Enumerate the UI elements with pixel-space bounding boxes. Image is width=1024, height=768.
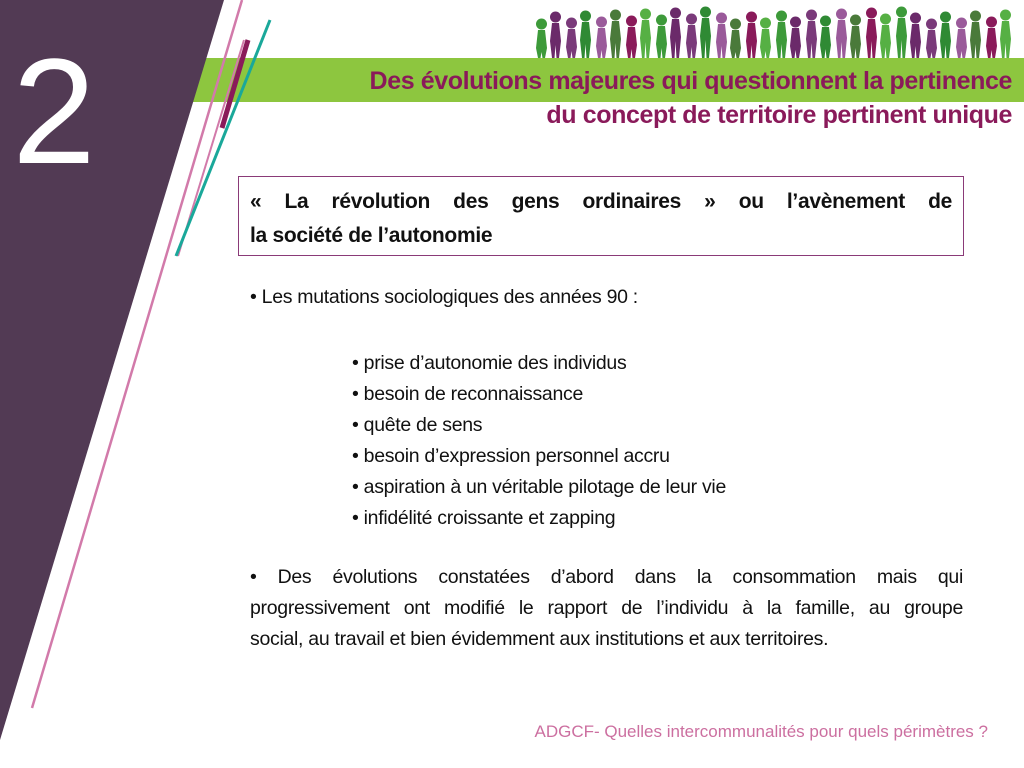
person-silhouette — [700, 7, 711, 59]
person-silhouette — [850, 15, 861, 59]
person-silhouette — [640, 9, 651, 59]
subtitle-line-2: la société de l’autonomie — [250, 224, 493, 247]
person-silhouette — [730, 19, 741, 59]
person-silhouette — [986, 17, 997, 59]
person-silhouette — [716, 13, 727, 59]
bullet-evolutions-paragraph — [250, 562, 963, 655]
person-silhouette — [806, 10, 817, 59]
person-silhouette — [956, 18, 967, 59]
person-silhouette — [940, 12, 951, 59]
list-item: • infidélité croissante et zapping — [352, 507, 616, 529]
person-silhouette — [790, 17, 801, 59]
person-silhouette — [880, 14, 891, 59]
person-silhouette — [670, 8, 681, 59]
person-silhouette — [1000, 10, 1011, 59]
slide-title-line-1: Des évolutions majeures qui questionnent la pertinence — [369, 67, 1012, 95]
person-silhouette — [626, 16, 637, 59]
person-silhouette — [566, 18, 577, 59]
person-silhouette — [970, 11, 981, 59]
list-item: • quête de sens — [352, 414, 483, 436]
sub-bullet-list — [352, 348, 726, 534]
person-silhouette — [536, 19, 547, 59]
slide-title-line-2: du concept de territoire pertinent unique — [546, 101, 1012, 129]
person-silhouette — [836, 9, 847, 59]
paragraph-line-3: social, au travail et bien évidemment aux institutions et aux territoires. — [250, 628, 829, 650]
list-item: • besoin de reconnaissance — [352, 383, 584, 405]
person-silhouette — [926, 19, 937, 59]
slide-title — [252, 64, 1012, 132]
subtitle-line-1: « La révolution des gens ordinaires » ou l’avènement de — [250, 190, 952, 213]
list-item: • prise d’autonomie des individus — [352, 352, 627, 374]
person-silhouette — [580, 11, 591, 59]
person-silhouette — [550, 12, 561, 59]
person-silhouette — [596, 17, 607, 59]
person-silhouette — [610, 10, 621, 59]
subtitle-box — [238, 176, 964, 256]
paragraph-line-1: • Des évolutions constatées d’abord dans la consommation mais qui — [250, 566, 963, 588]
person-silhouette — [866, 8, 877, 59]
list-item: • aspiration à un véritable pilotage de leur vie — [352, 476, 727, 498]
person-silhouette — [776, 11, 787, 59]
paragraph-line-2: progressivement ont modifié le rapport de l’individu à la famille, au groupe — [250, 597, 963, 619]
person-silhouette — [656, 15, 667, 59]
person-silhouette — [760, 18, 771, 59]
list-item: • besoin d’expression personnel accru — [352, 445, 670, 467]
person-silhouette — [820, 16, 831, 59]
slide-number: 2 — [12, 27, 96, 195]
bullet-sociological-changes: • Les mutations sociologiques des années 90 : — [250, 286, 638, 308]
person-silhouette — [910, 13, 921, 59]
person-silhouette — [686, 14, 697, 59]
person-silhouette — [896, 7, 907, 59]
person-silhouette — [746, 12, 757, 59]
footer-text: ADGCF- Quelles intercommunalités pour quels périmètres ? — [534, 722, 988, 741]
